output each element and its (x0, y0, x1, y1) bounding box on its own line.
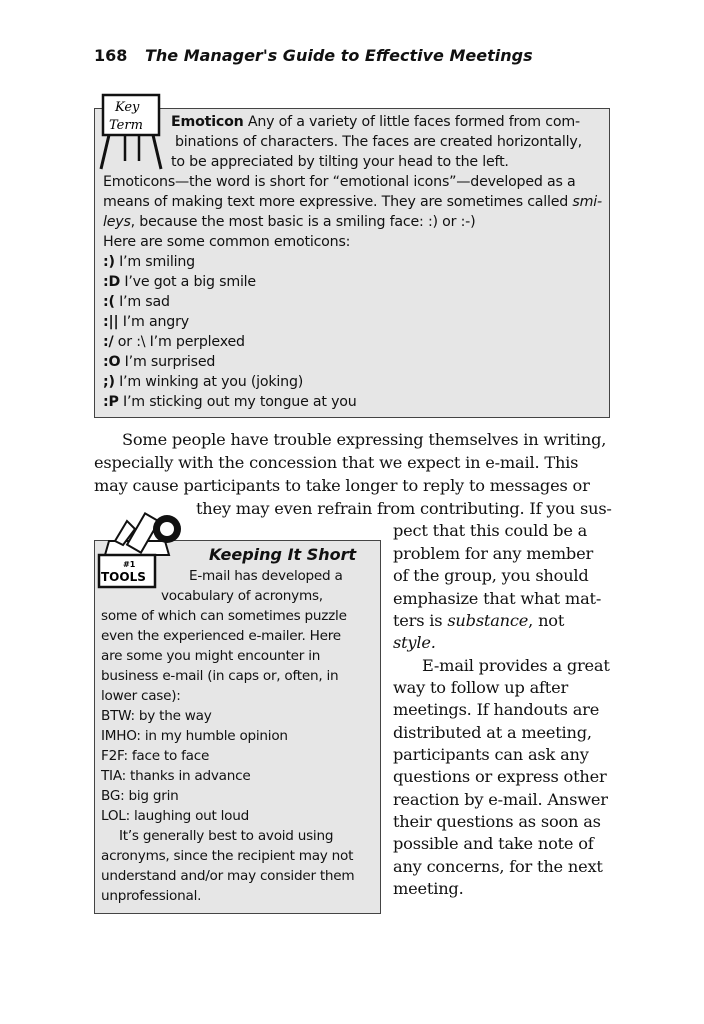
sidebar-line: are some you might encounter in (101, 648, 321, 664)
definition-line: Emoticons—the word is short for “emotional icons”—developed as a (103, 174, 576, 190)
sidebar-title: Keeping It Short (209, 545, 357, 564)
sidebar-line: business e-mail (in caps or, often, in (101, 668, 339, 684)
definition-line: binations of characters. The faces are created horizontally, (175, 134, 582, 150)
body-column-line: style. (393, 633, 436, 652)
sidebar-line: even the experienced e-mailer. Here (101, 628, 341, 644)
emoticon-item: :) I’m smiling (103, 254, 195, 270)
key-term-sidebar (94, 100, 610, 418)
definition-line: Emoticon Any of a variety of little faces formed from com- (171, 114, 580, 130)
sidebar-line: vocabulary of acronyms, (161, 588, 323, 604)
body-column-line: possible and take note of (393, 834, 594, 853)
definition-line: leys, because the most basic is a smiling face: :) or :-) (103, 214, 476, 230)
acronym-item: TIA: thanks in advance (101, 768, 251, 784)
acronym-item: BTW: by the way (101, 708, 212, 724)
body-paragraph-line: they may even refrain from contributing. If you sus- (196, 499, 612, 518)
icon-text-key: Key (115, 100, 140, 115)
body-column-line: questions or express other (393, 767, 607, 786)
emoticon-item: :( I’m sad (103, 294, 170, 310)
page-number: 168 (94, 46, 128, 65)
body-column-line: of the group, you should (393, 566, 589, 585)
emoticon-item: :|| I’m angry (103, 314, 189, 330)
body-column-line: reaction by e-mail. Answer (393, 790, 608, 809)
body-column-line: distributed at a meeting, (393, 723, 592, 742)
acronym-item: IMHO: in my humble opinion (101, 728, 288, 744)
sidebar-line: unprofessional. (101, 888, 202, 904)
body-column-line: their questions as soon as (393, 812, 601, 831)
body-paragraph-line: Some people have trouble expressing themselves in writing, (122, 430, 607, 449)
book-title: The Manager's Guide to Effective Meetings (144, 46, 533, 65)
body-column-line: pect that this could be a (393, 521, 588, 540)
sidebar-line: lower case): (101, 688, 181, 704)
running-header (94, 46, 614, 70)
body-column-line: problem for any member (393, 544, 594, 563)
icon-number: #1 (123, 560, 136, 569)
easel-key-term-icon (95, 91, 167, 171)
body-column-line: ters is substance, not (393, 611, 565, 630)
sidebar-line: acronyms, since the recipient may not (101, 848, 354, 864)
body-paragraph-line: especially with the concession that we expect in e-mail. This (94, 453, 579, 472)
sidebar-line: It’s generally best to avoid using (119, 828, 334, 844)
body-column-line: meetings. If handouts are (393, 700, 600, 719)
body-column-line: meeting. (393, 879, 464, 898)
body-column-line: E-mail provides a great (422, 656, 610, 675)
acronym-item: F2F: face to face (101, 748, 210, 764)
icon-label: TOOLS (101, 570, 146, 584)
definition-line: Here are some common emoticons: (103, 234, 351, 250)
emoticon-item: :D I’ve got a big smile (103, 274, 256, 290)
body-column-line: any concerns, for the next (393, 857, 603, 876)
sidebar-line: understand and/or may consider them (101, 868, 355, 884)
toolbox-icon (95, 507, 195, 593)
emoticon-item: :P I’m sticking out my tongue at you (103, 394, 357, 410)
icon-text-term: Term (109, 118, 143, 133)
body-column-line: way to follow up after (393, 678, 569, 697)
acronym-item: LOL: laughing out loud (101, 808, 249, 824)
key-term-word: Emoticon (171, 114, 244, 130)
definition-line: to be appreciated by tilting your head to the left. (171, 154, 509, 170)
body-column-line: participants can ask any (393, 745, 589, 764)
body-paragraph-line: may cause participants to take longer to reply to messages or (94, 476, 590, 495)
emoticon-item: ;) I’m winking at you (joking) (103, 374, 304, 390)
tools-sidebar (94, 540, 381, 914)
sidebar-line: some of which can sometimes puzzle (101, 608, 347, 624)
definition-line: means of making text more expressive. They are sometimes called smi- (103, 194, 602, 210)
acronym-item: BG: big grin (101, 788, 179, 804)
body-column-line: emphasize that what mat- (393, 589, 602, 608)
emoticon-item: :/ or :\ I’m perplexed (103, 334, 245, 350)
sidebar-line: E-mail has developed a (189, 568, 343, 584)
emoticon-item: :O I’m surprised (103, 354, 216, 370)
